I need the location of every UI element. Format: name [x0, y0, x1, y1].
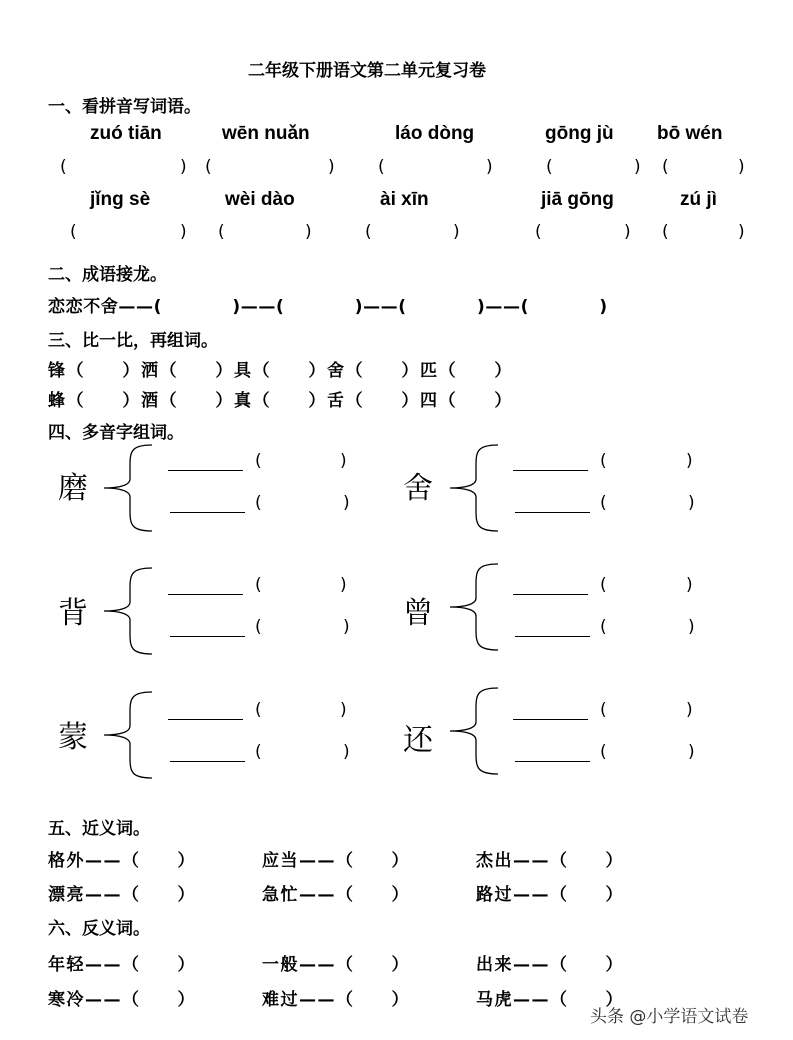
pinyin-6: jǐng sè	[90, 189, 151, 210]
compare-row-2: 蜂（ ）酒（ ）真（ ）舌（ ）四（ ）	[48, 391, 513, 411]
brace-icon	[100, 566, 160, 656]
pinyin-1: zuó tiān	[90, 123, 162, 144]
polyphone-char: 磨	[58, 471, 88, 506]
brace-icon	[100, 443, 160, 533]
brace-icon	[446, 443, 506, 533]
synonym-6: 路过——（ ）	[476, 885, 624, 905]
antonym-3: 出来——（ ）	[476, 955, 624, 975]
synonym-2: 应当——（ ）	[262, 851, 410, 871]
pinyin-5: bō wén	[657, 123, 723, 144]
synonym-3: 杰出——（ ）	[476, 851, 624, 871]
antonym-4: 寒冷——（ ）	[48, 990, 196, 1010]
polyphone-char: 曾	[403, 596, 433, 631]
brace-icon	[100, 690, 160, 780]
pinyin-3: láo dòng	[395, 123, 475, 144]
antonym-5: 难过——（ ）	[262, 990, 410, 1010]
antonym-1: 年轻——（ ）	[48, 955, 196, 975]
page-title: 二年级下册语文第二单元复习卷	[248, 61, 486, 81]
polyphone-char: 蒙	[58, 720, 88, 755]
compare-row-1: 锋（ ）洒（ ）具（ ）舍（ ）匹（ ）	[48, 361, 513, 381]
pinyin-10: zú jì	[680, 189, 717, 210]
polyphone-char: 还	[403, 723, 433, 758]
polyphone-char: 舍	[403, 471, 433, 506]
pinyin-2: wēn nuǎn	[222, 123, 310, 144]
antonym-2: 一般——（ ）	[262, 955, 410, 975]
section-6-heading: 六、反义词。	[48, 919, 150, 939]
polyphone-char: 背	[58, 596, 88, 631]
section-4-heading: 四、多音字组词。	[48, 423, 184, 443]
antonym-6: 马虎——（ ）	[476, 990, 624, 1010]
section-1-heading: 一、看拼音写词语。	[48, 97, 201, 117]
section-2-heading: 二、成语接龙。	[48, 265, 167, 285]
pinyin-4: gōng jù	[545, 123, 614, 144]
synonym-1: 格外——（ ）	[48, 851, 196, 871]
synonym-5: 急忙——（ ）	[262, 885, 410, 905]
section-5-heading: 五、近义词。	[48, 819, 150, 839]
pinyin-8: ài xīn	[380, 189, 429, 210]
brace-icon	[446, 686, 506, 776]
section-3-heading: 三、比一比，再组词。	[48, 331, 218, 351]
pinyin-9: jiā gōng	[541, 189, 614, 210]
idiom-chain: 恋恋不舍——( )——( )——( )——( )	[48, 297, 608, 317]
pinyin-7: wèi dào	[225, 189, 295, 210]
brace-icon	[446, 562, 506, 652]
synonym-4: 漂亮——（ ）	[48, 885, 196, 905]
watermark: 头条 @小学语文试卷	[590, 1007, 749, 1027]
